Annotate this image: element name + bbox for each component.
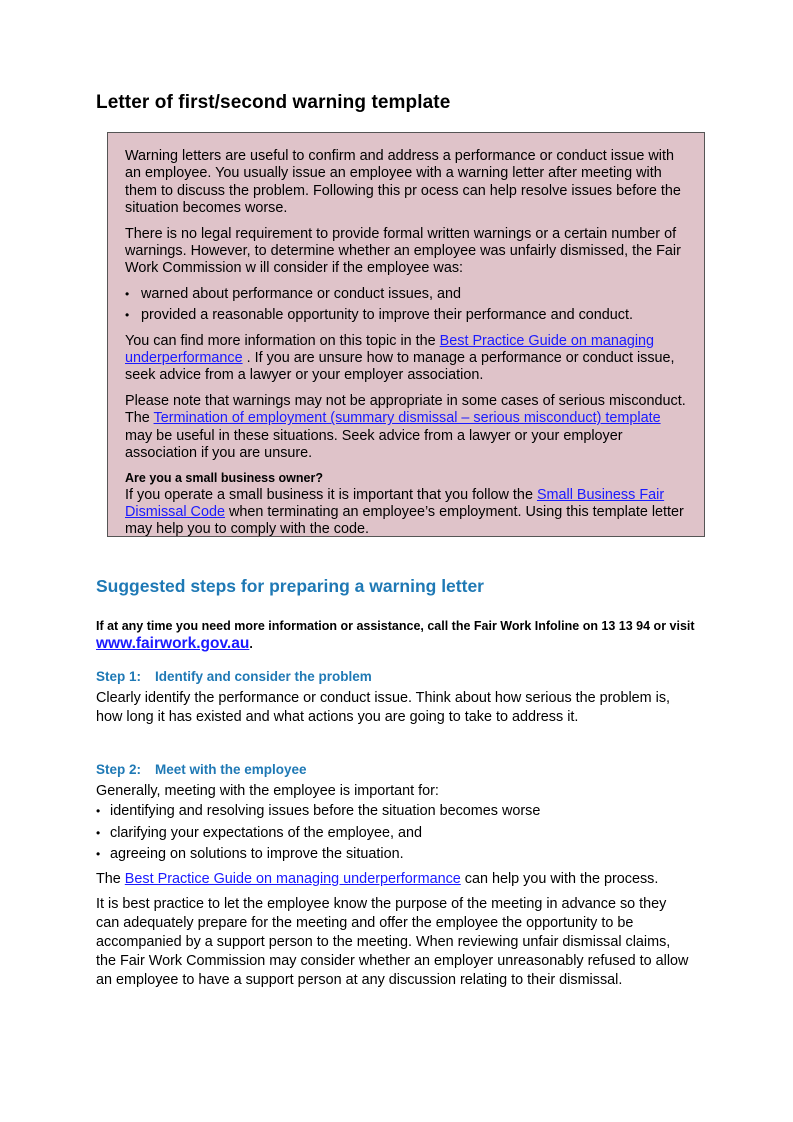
step-number: Step 1: [96, 669, 142, 684]
infoline-notice: If at any time you need more information or assistance, call the Fair Work Infoline on 13 13 94 or visit www.fairwork.gov.au. [96, 619, 695, 652]
step-1-paragraph: Clearly identify the performance or conduct issue. Think about how serious the problem is, how long it has existed and what actions you are going to take to address it. [96, 690, 671, 725]
notice-bullet-list [125, 286, 687, 325]
best-practice-guide-link[interactable]: Best Practice Guide on managing underperformance [125, 332, 655, 367]
fairwork-website-link[interactable]: www.fairwork.gov.au [96, 635, 250, 652]
step-title: Identify and consider the problem [155, 669, 372, 684]
notice-bullet: • provided a reasonable opportunity to improve their performance and conduct. [125, 307, 687, 324]
notice-paragraph-small-business: If you operate a small business it is important that you follow the Small Business Fair Dismissal Code when terminating an employee’s employment. Using this template letter may help you to comply with the code. [125, 486, 684, 538]
step-title: Meet with the employee [155, 762, 307, 777]
step-2-bullet-list [96, 802, 690, 864]
guidance-notice-box [107, 132, 705, 537]
step-1-body [96, 689, 690, 733]
step-2-body [96, 782, 690, 996]
notice-paragraph-purpose: Warning letters are useful to confirm and address a performance or conduct issue with an employee. You usually issue an employee with a warning letter after meeting with them to discuss the problem. Following this pr ocess can help resolve issues before the situation becomes worse. [125, 148, 681, 217]
step-number: Step 2: [96, 762, 142, 777]
notice-paragraph-misconduct: Please note that warnings may not be appropriate in some cases of serious misconduct. The Termination of employment (summary dismissal – serious misconduct) template may be useful in these situations. Seek advice from a lawyer or your employer association if you are unsure. [125, 392, 686, 462]
small-business-subheading: Are you a small business owner? [125, 470, 323, 485]
notice-bullet: • warned about performance or conduct issues, and [125, 286, 687, 303]
step-2-bullet: • clarifying your expectations of the employee, and [96, 824, 690, 843]
step-2-heading [96, 762, 307, 777]
step-2-bullet: • identifying and resolving issues before the situation becomes worse [96, 802, 690, 821]
step-2-intro: Generally, meeting with the employee is important for: [96, 783, 439, 799]
step-1-heading [96, 669, 372, 684]
step-2-guide-paragraph: The Best Practice Guide on managing underperformance can help you with the process. [96, 871, 659, 887]
step-2-support-paragraph: It is best practice to let the employee know the purpose of the meeting in advance so they can adequately prepare for the meeting and offer the employee the opportunity to be accompanied by a support person to the meeting. When reviewing unfair dismissal claims, the Fair Work Commission may consider whether an employer unreasonably refused to allow an employee to have a support person at any discussion relating to their dismissal. [96, 896, 689, 988]
termination-template-link[interactable]: Termination of employment (summary dismissal – serious misconduct) template [153, 410, 661, 427]
page-title: Letter of first/second warning template [96, 92, 451, 113]
best-practice-guide-link[interactable]: Best Practice Guide on managing underperformance [124, 871, 461, 887]
section-title: Suggested steps for preparing a warning letter [96, 576, 484, 596]
small-business-code-link[interactable]: Small Business Fair Dismissal Code [125, 486, 665, 520]
notice-paragraph-more-info: You can find more information on this topic in the Best Practice Guide on managing underperformance . If you are unsure how to manage a performance or conduct issue, seek advice from a lawyer or your employer association. [125, 332, 675, 384]
notice-paragraph-legal: There is no legal requirement to provide formal written warnings or a certain number of warnings. However, to determine whether an employee was unfairly dismissed, the Fair Work Commission w ill consider if the employee was: [125, 225, 681, 277]
step-2-bullet: • agreeing on solutions to improve the situation. [96, 845, 690, 864]
